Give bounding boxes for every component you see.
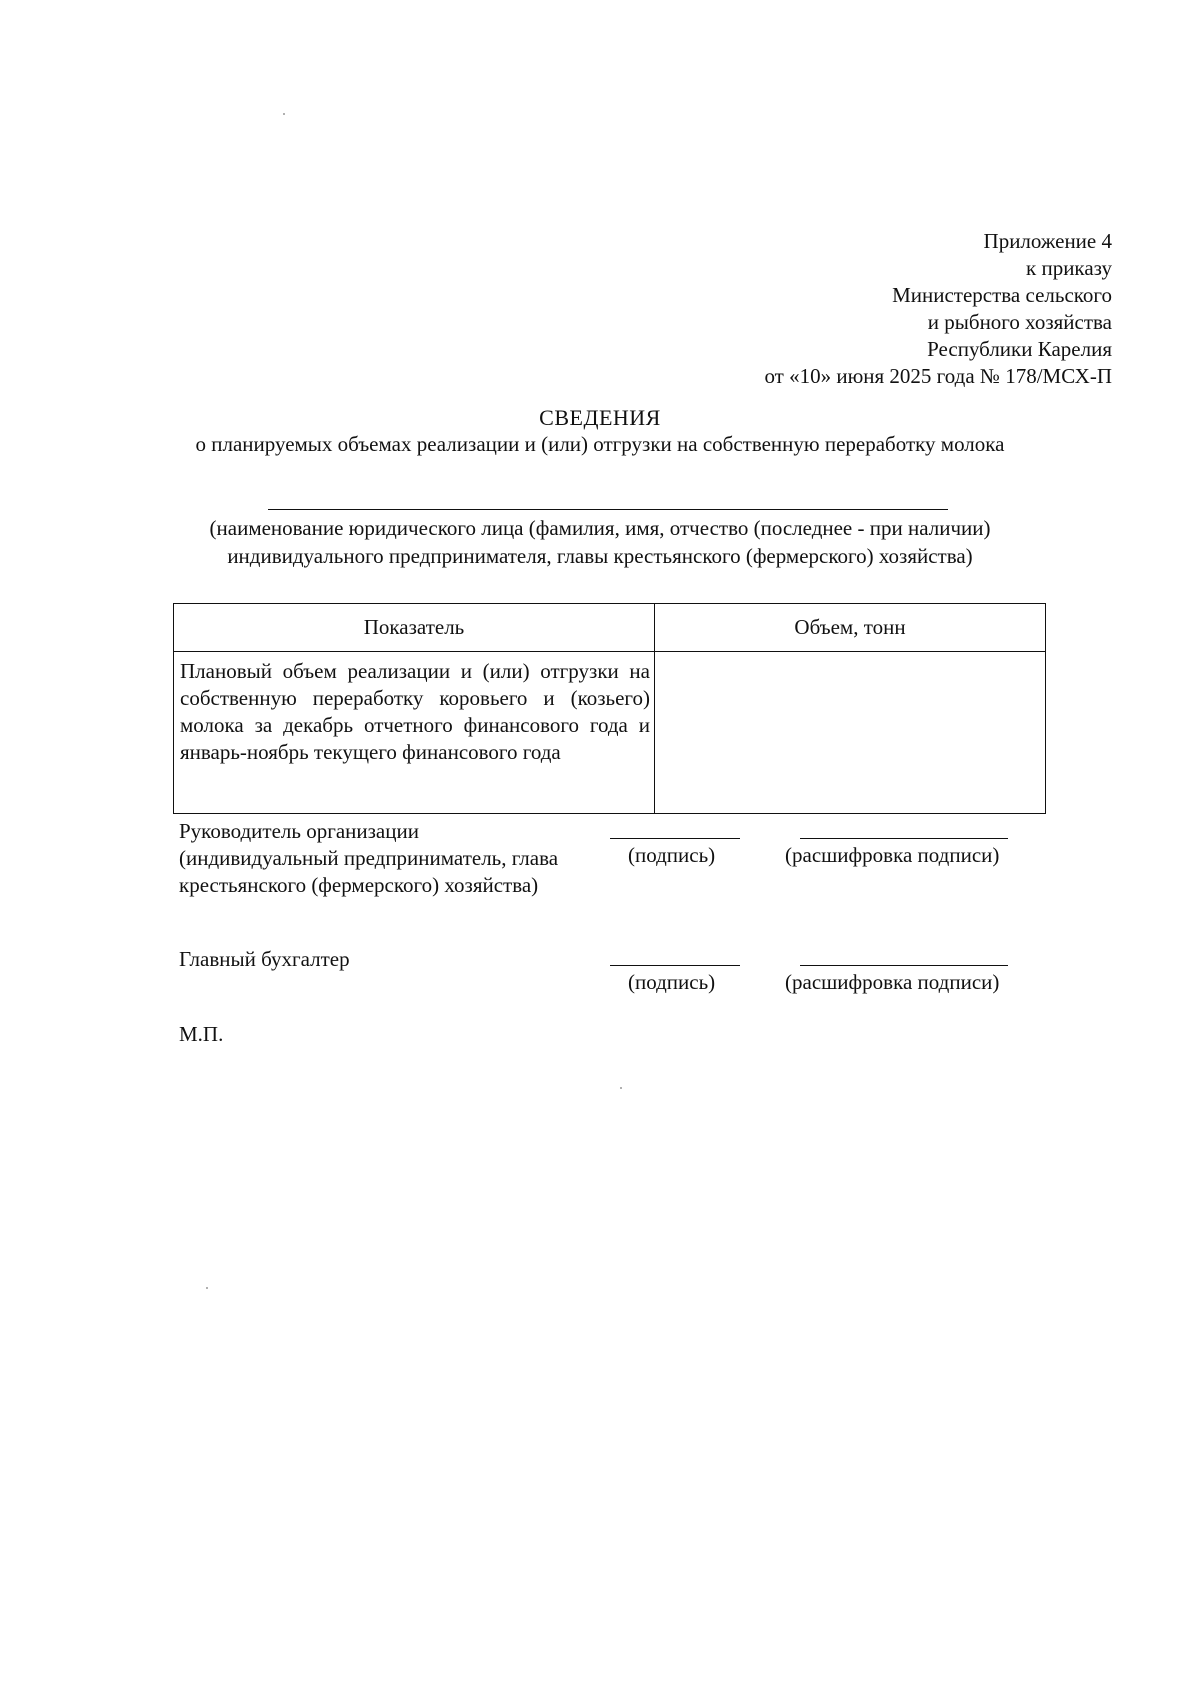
appendix-ministry-line1: Министерства сельского [892,283,1112,307]
scan-speck [206,1287,208,1289]
appendix-order-date: от «10» июня 2025 года № 178/МСХ-П [764,364,1112,388]
appendix-number: Приложение 4 [983,229,1112,253]
table-row [174,652,1046,814]
head-signature-caption: (подпись) [628,843,716,867]
header-volume: Объем, тонн [655,604,1046,652]
accountant-label: Главный бухгалтер [179,947,350,971]
appendix-order-ref: к приказу [1026,256,1112,280]
head-decoding-line[interactable] [800,838,1008,839]
document-subtitle: о планируемых объемах реализации и (или) отгрузки на собственную переработку молока [195,432,1005,456]
head-signatory-label: Руководитель организации (индивидуальный предприниматель, глава крестьянского (фермерского) хозяйства) [179,819,559,897]
scan-speck [620,1087,622,1089]
table-header-row [174,604,1046,652]
stamp-placeholder: М.П. [179,1022,224,1046]
head-decoding-caption: (расшифровка подписи) [785,843,1000,867]
accountant-decoding-line[interactable] [800,965,1008,966]
accountant-decoding-caption: (расшифровка подписи) [785,970,1000,994]
entity-name-caption: (наименование юридического лица (фамилия, имя, отчество (последнее - при наличии) индивидуального предпринимателя, главы крестьянского (фермерского) хозяйства) [209,516,991,568]
indicator-cell: Плановый объем реализации и (или) отгрузки на собственную переработку коровьего и (козьего) молока за декабрь отчетного финансового года и январь-ноябрь текущего финансового года [174,652,655,814]
indicators-table [173,603,1046,814]
document-title: СВЕДЕНИЯ [539,405,661,430]
appendix-republic: Республики Карелия [927,337,1112,361]
accountant-signature-caption: (подпись) [628,970,716,994]
appendix-header [764,228,1112,390]
head-signature-line[interactable] [610,838,740,839]
appendix-ministry-line2: и рыбного хозяйства [927,310,1112,334]
document-title-block [150,404,1050,458]
scan-speck [283,113,285,115]
header-indicator: Показатель [174,604,655,652]
entity-name-line [268,509,948,510]
accountant-signature-line[interactable] [610,965,740,966]
volume-cell[interactable] [655,652,1046,814]
